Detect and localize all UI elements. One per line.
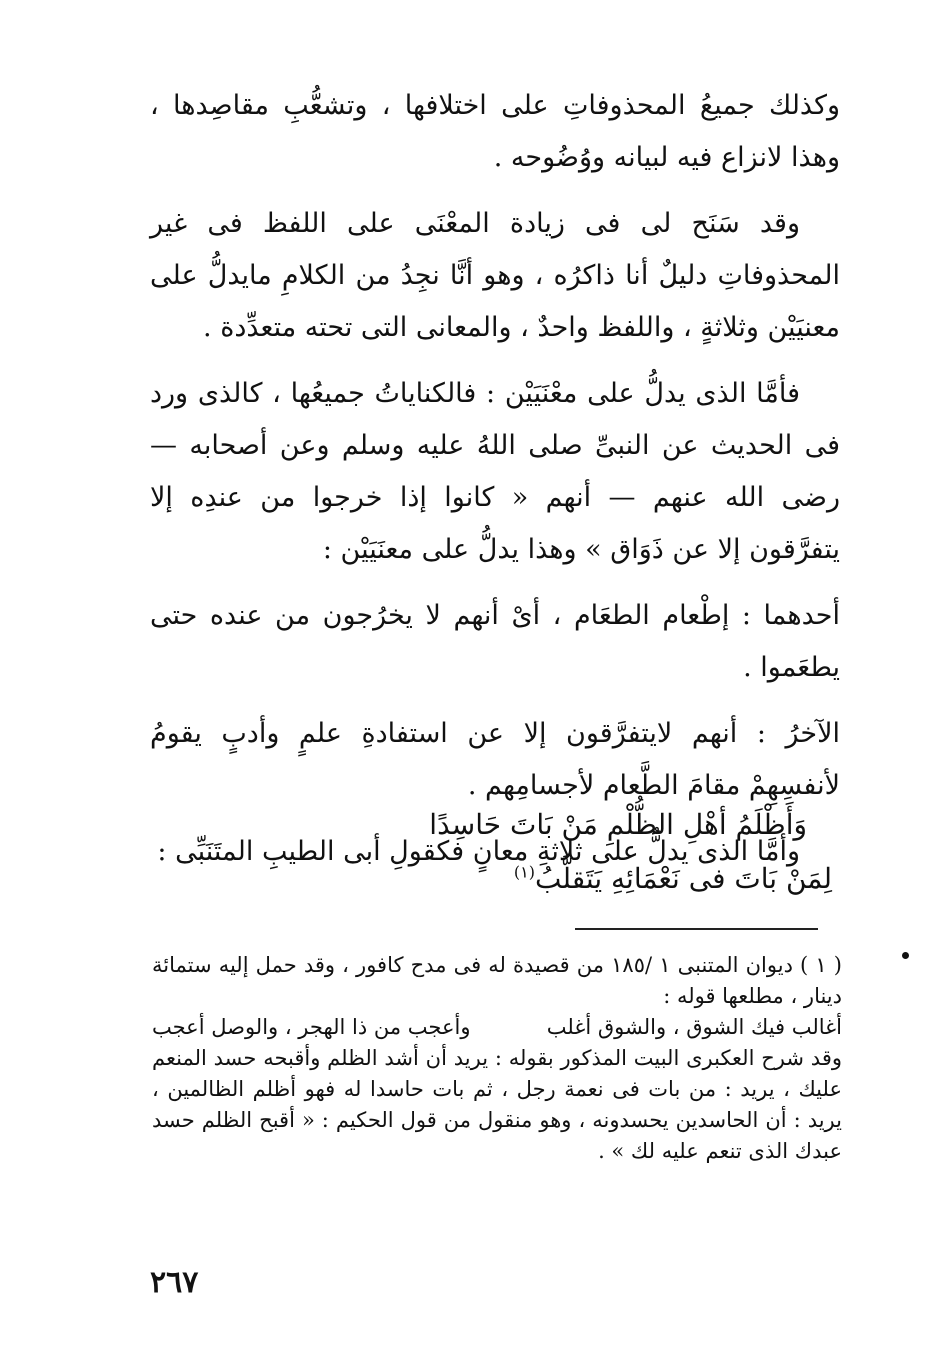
paragraph: وكذلك جميعُ المحذوفاتِ على اختلافها ، وتشعُّبِ مقاصِدها ، وهذا لانزاع فيه لبيانه ووُضُوحه . bbox=[150, 90, 840, 173]
paragraph: أحدهما : إطْعام الطعَام ، أىْ أنهم لا يخرُجون من عنده حتى يطعَموا . bbox=[150, 600, 840, 683]
page-number: ٢٦٧ bbox=[150, 1265, 199, 1300]
footnote-intro: ( ١ ) ديوان المتنبى ١ /١٨٥ من قصيدة له فى مدح كافور ، وقد حمل إليه ستمائة دينار ، مطلعها قوله : bbox=[152, 953, 842, 1008]
footnote-verse bbox=[152, 1012, 842, 1043]
footnote-separator bbox=[575, 928, 818, 930]
poem-line-1: وَأَظْلَمُ أهْلِ الظُّلْمِ مَنْ بَاتَ حَاسِدًا bbox=[429, 808, 807, 841]
poem-line-2 bbox=[514, 862, 832, 895]
footnote-verse-left: وأعجب من ذا الهجر ، والوصل أعجب bbox=[152, 1015, 471, 1039]
margin-dot bbox=[902, 952, 909, 959]
main-text bbox=[150, 80, 840, 892]
paragraph: وقد سَنَح لى فى زيادة المعْنَى على اللفظ فى غير المحذوفاتِ دليلٌ أنا ذاكرُه ، وهو أنَّا نجِدُ من الكلامِ مايدلُّ على معنيَيْن وثلاثةٍ ، واللفظ واحدٌ ، والمعانى التى تحته متعدِّدة . bbox=[150, 208, 840, 343]
footnote-commentary: وقد شرح العكبرى البيت المذكور بقوله : يريد أن أشد الظلم وأقبحه حسد المنعم عليك ، يريد : من بات فى نعمة رجل ، ثم بات حاسدا له فهو أظلم الظالمين ، يريد : أن الحاسدين يحسدونه ، وهو منقول من قول الحكيم : « أقبح الظلم حسد عبدك الذى تنعم عليه لك » . bbox=[152, 1046, 842, 1163]
footnote bbox=[152, 950, 842, 1167]
paragraph: وأمَّا الذى يدلُّ على ثلاثةِ معانٍ فكقولِ أبى الطيبِ المتَنَبِّى : bbox=[157, 836, 800, 867]
poem-line-2-text: لِمَنْ بَاتَ فى نَعْمَائِهِ يَتَقلَّبُ bbox=[534, 862, 832, 895]
footnote-marker: (١) bbox=[513, 862, 535, 882]
paragraph: فأمَّا الذى يدلُّ على معْنَيَيْن : فالكناياتُ جميعُها ، كالذى ورد فى الحديث عن النبىِّ صلى اللهُ عليه وسلم وعن أصحابه — رضى الله عنهم — أنهم « كانوا إذا خرجوا من عندِه إلا يتفرَّقون إلا عن ذَوَاق » وهذا يدلُّ على معنَيَيْن : bbox=[150, 378, 840, 565]
paragraph: الآخرُ : أنهم لايتفرَّقون إلا عن استفادةِ علمٍ وأدبٍ يقومُ لأنفسِهِمْ مقامَ الطَّعام لأجسامِهم . bbox=[150, 718, 840, 801]
footnote-verse-right: أغالب فيك الشوق ، والشوق أغلب bbox=[546, 1015, 842, 1039]
